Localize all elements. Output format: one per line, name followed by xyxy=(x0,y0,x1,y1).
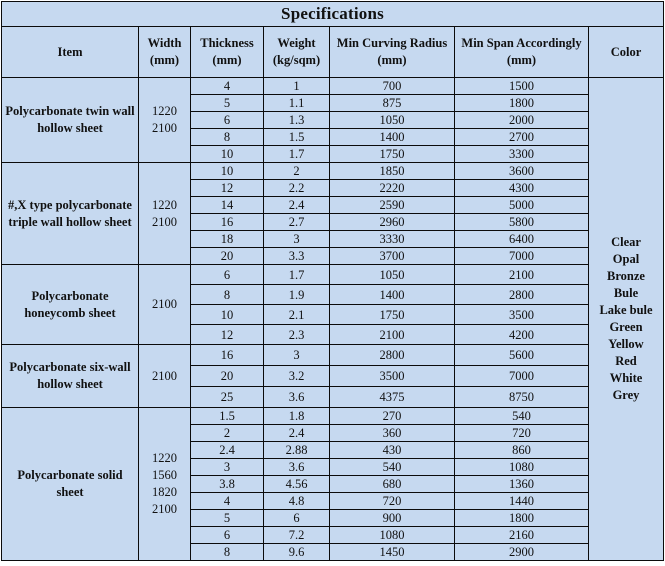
header-color xyxy=(589,27,664,78)
thickness-cell: 4 xyxy=(191,493,264,510)
width-cell xyxy=(139,345,191,408)
color-option: Yellow xyxy=(608,337,644,351)
color-option: Bule xyxy=(613,286,639,300)
table-row xyxy=(2,408,664,425)
thickness-cell: 12 xyxy=(191,180,264,197)
header-width xyxy=(139,27,191,78)
weight-cell: 2.2 xyxy=(264,180,330,197)
weight-cell: 1.5 xyxy=(264,129,330,146)
thickness-cell: 12 xyxy=(191,325,264,345)
span-cell: 5600 xyxy=(455,345,589,366)
weight-cell: 1.7 xyxy=(264,146,330,163)
weight-cell: 2.4 xyxy=(264,425,330,442)
item-name-line: hollow sheet xyxy=(37,121,103,135)
item-name-line: sheet xyxy=(56,485,84,499)
color-option: Opal xyxy=(612,252,640,266)
item-name-cell xyxy=(2,408,139,561)
thickness-cell: 14 xyxy=(191,197,264,214)
color-list-cell xyxy=(589,78,664,561)
item-name-line: Polycarbonate twin wall xyxy=(5,104,135,118)
item-name-line: triple wall hollow sheet xyxy=(8,214,132,229)
span-cell: 3500 xyxy=(455,305,589,325)
item-name-cell xyxy=(2,78,139,163)
radius-cell: 2590 xyxy=(330,197,455,214)
header-span-unit: (mm) xyxy=(506,53,537,67)
weight-cell: 2.3 xyxy=(264,325,330,345)
span-cell: 3600 xyxy=(455,163,589,180)
span-cell: 8750 xyxy=(455,387,589,408)
radius-cell: 3330 xyxy=(330,231,455,248)
item-name-cell xyxy=(2,345,139,408)
radius-cell: 680 xyxy=(330,476,455,493)
weight-cell: 4.8 xyxy=(264,493,330,510)
width-value: 2100 xyxy=(152,121,177,135)
weight-cell: 3.2 xyxy=(264,366,330,387)
color-option: Grey xyxy=(612,388,640,402)
header-radius-label: Min Curving Radius xyxy=(336,36,448,50)
header-width-unit: (mm) xyxy=(149,53,180,67)
width-cell xyxy=(139,408,191,561)
thickness-cell: 3.8 xyxy=(191,476,264,493)
radius-cell: 1400 xyxy=(330,285,455,305)
color-option: Red xyxy=(615,354,637,368)
header-thickness xyxy=(191,27,264,78)
span-cell: 5000 xyxy=(455,197,589,214)
color-option: Clear xyxy=(611,235,641,249)
width-cell xyxy=(139,265,191,345)
radius-cell: 1850 xyxy=(330,163,455,180)
thickness-cell: 20 xyxy=(191,248,264,265)
span-cell: 2700 xyxy=(455,129,589,146)
header-row xyxy=(2,27,664,78)
radius-cell: 430 xyxy=(330,442,455,459)
span-cell: 2160 xyxy=(455,527,589,544)
radius-cell: 1080 xyxy=(330,527,455,544)
weight-cell: 2.88 xyxy=(264,442,330,459)
radius-cell: 1050 xyxy=(330,265,455,285)
radius-cell: 360 xyxy=(330,425,455,442)
weight-cell: 6 xyxy=(264,510,330,527)
span-cell: 7000 xyxy=(455,248,589,265)
thickness-cell: 25 xyxy=(191,387,264,408)
item-name-line: honeycomb sheet xyxy=(24,305,116,320)
width-value: 2100 xyxy=(152,502,177,516)
thickness-cell: 6 xyxy=(191,527,264,544)
weight-cell: 1.9 xyxy=(264,285,330,305)
radius-cell: 540 xyxy=(330,459,455,476)
radius-cell: 270 xyxy=(330,408,455,425)
thickness-cell: 2.4 xyxy=(191,442,264,459)
color-option: Bronze xyxy=(607,269,645,283)
weight-cell: 2.4 xyxy=(264,197,330,214)
item-name-line: #,X type polycarbonate xyxy=(8,197,132,212)
table-row xyxy=(2,265,664,285)
header-span-label: Min Span Accordingly xyxy=(461,36,582,50)
radius-cell: 1750 xyxy=(330,146,455,163)
width-value: 1220 xyxy=(152,197,177,212)
header-width-label: Width xyxy=(147,36,182,50)
span-cell: 1800 xyxy=(455,510,589,527)
thickness-cell: 5 xyxy=(191,510,264,527)
thickness-cell: 16 xyxy=(191,345,264,366)
thickness-cell: 3 xyxy=(191,459,264,476)
radius-cell: 720 xyxy=(330,493,455,510)
item-name-line: Polycarbonate six-wall xyxy=(9,360,131,374)
table-row xyxy=(2,163,664,180)
width-value: 1820 xyxy=(152,485,177,499)
item-name-line: hollow sheet xyxy=(37,377,103,391)
radius-cell: 2960 xyxy=(330,214,455,231)
width-value: 2100 xyxy=(152,368,177,383)
color-option: Green xyxy=(609,320,643,334)
span-cell: 2800 xyxy=(455,285,589,305)
thickness-cell: 5 xyxy=(191,95,264,112)
weight-cell: 1 xyxy=(264,78,330,95)
span-cell: 1500 xyxy=(455,78,589,95)
thickness-cell: 2 xyxy=(191,425,264,442)
span-cell: 2100 xyxy=(455,265,589,285)
width-cell xyxy=(139,163,191,265)
color-option: White xyxy=(609,371,643,385)
radius-cell: 900 xyxy=(330,510,455,527)
header-weight-label: Weight xyxy=(277,36,316,50)
table-title: Specifications xyxy=(2,2,664,27)
width-value: 2100 xyxy=(152,214,177,229)
span-cell: 1440 xyxy=(455,493,589,510)
header-item-label: Item xyxy=(57,44,83,59)
radius-cell: 3500 xyxy=(330,366,455,387)
width-value: 1220 xyxy=(152,104,177,118)
weight-cell: 2.1 xyxy=(264,305,330,325)
span-cell: 4200 xyxy=(455,325,589,345)
weight-cell: 4.56 xyxy=(264,476,330,493)
span-cell: 1080 xyxy=(455,459,589,476)
radius-cell: 3700 xyxy=(330,248,455,265)
weight-cell: 2 xyxy=(264,163,330,180)
specifications-table xyxy=(1,1,664,561)
item-name-line: Polycarbonate xyxy=(31,288,109,303)
weight-cell: 1.1 xyxy=(264,95,330,112)
weight-cell: 1.7 xyxy=(264,265,330,285)
item-name-cell xyxy=(2,163,139,265)
thickness-cell: 8 xyxy=(191,129,264,146)
table-row xyxy=(2,345,664,366)
thickness-cell: 6 xyxy=(191,112,264,129)
radius-cell: 1050 xyxy=(330,112,455,129)
table-row xyxy=(2,78,664,95)
thickness-cell: 8 xyxy=(191,285,264,305)
radius-cell: 4375 xyxy=(330,387,455,408)
span-cell: 1360 xyxy=(455,476,589,493)
span-cell: 7000 xyxy=(455,366,589,387)
radius-cell: 700 xyxy=(330,78,455,95)
span-cell: 2000 xyxy=(455,112,589,129)
weight-cell: 3.3 xyxy=(264,248,330,265)
thickness-cell: 8 xyxy=(191,544,264,561)
thickness-cell: 20 xyxy=(191,366,264,387)
item-name-cell xyxy=(2,265,139,345)
weight-cell: 3 xyxy=(264,231,330,248)
thickness-cell: 18 xyxy=(191,231,264,248)
span-cell: 5800 xyxy=(455,214,589,231)
weight-cell: 3.6 xyxy=(264,387,330,408)
header-color-label: Color xyxy=(610,44,642,59)
header-radius-unit: (mm) xyxy=(377,53,407,67)
span-cell: 3300 xyxy=(455,146,589,163)
color-option: Lake bule xyxy=(599,303,653,317)
header-weight xyxy=(264,27,330,78)
radius-cell: 2220 xyxy=(330,180,455,197)
thickness-cell: 10 xyxy=(191,163,264,180)
radius-cell: 1750 xyxy=(330,305,455,325)
thickness-cell: 10 xyxy=(191,305,264,325)
weight-cell: 3 xyxy=(264,345,330,366)
thickness-cell: 1.5 xyxy=(191,408,264,425)
header-weight-unit: (kg/sqm) xyxy=(272,53,321,67)
radius-cell: 875 xyxy=(330,95,455,112)
radius-cell: 1400 xyxy=(330,129,455,146)
span-cell: 860 xyxy=(455,442,589,459)
weight-cell: 9.6 xyxy=(264,544,330,561)
span-cell: 540 xyxy=(455,408,589,425)
radius-cell: 1450 xyxy=(330,544,455,561)
header-item xyxy=(2,27,139,78)
width-value: 1220 xyxy=(152,451,177,465)
header-thickness-unit: (mm) xyxy=(212,53,242,67)
width-value: 2100 xyxy=(152,297,177,311)
span-cell: 1800 xyxy=(455,95,589,112)
thickness-cell: 16 xyxy=(191,214,264,231)
header-min-span xyxy=(455,27,589,78)
span-cell: 4300 xyxy=(455,180,589,197)
width-cell xyxy=(139,78,191,163)
weight-cell: 2.7 xyxy=(264,214,330,231)
weight-cell: 1.8 xyxy=(264,408,330,425)
span-cell: 6400 xyxy=(455,231,589,248)
weight-cell: 7.2 xyxy=(264,527,330,544)
header-thickness-label: Thickness xyxy=(200,36,254,50)
span-cell: 720 xyxy=(455,425,589,442)
thickness-cell: 10 xyxy=(191,146,264,163)
radius-cell: 2100 xyxy=(330,325,455,345)
weight-cell: 1.3 xyxy=(264,112,330,129)
header-min-curving-radius xyxy=(330,27,455,78)
radius-cell: 2800 xyxy=(330,345,455,366)
thickness-cell: 6 xyxy=(191,265,264,285)
item-name-line: Polycarbonate solid xyxy=(17,468,123,482)
weight-cell: 3.6 xyxy=(264,459,330,476)
width-value: 1560 xyxy=(152,468,177,482)
span-cell: 2900 xyxy=(455,544,589,561)
thickness-cell: 4 xyxy=(191,78,264,95)
